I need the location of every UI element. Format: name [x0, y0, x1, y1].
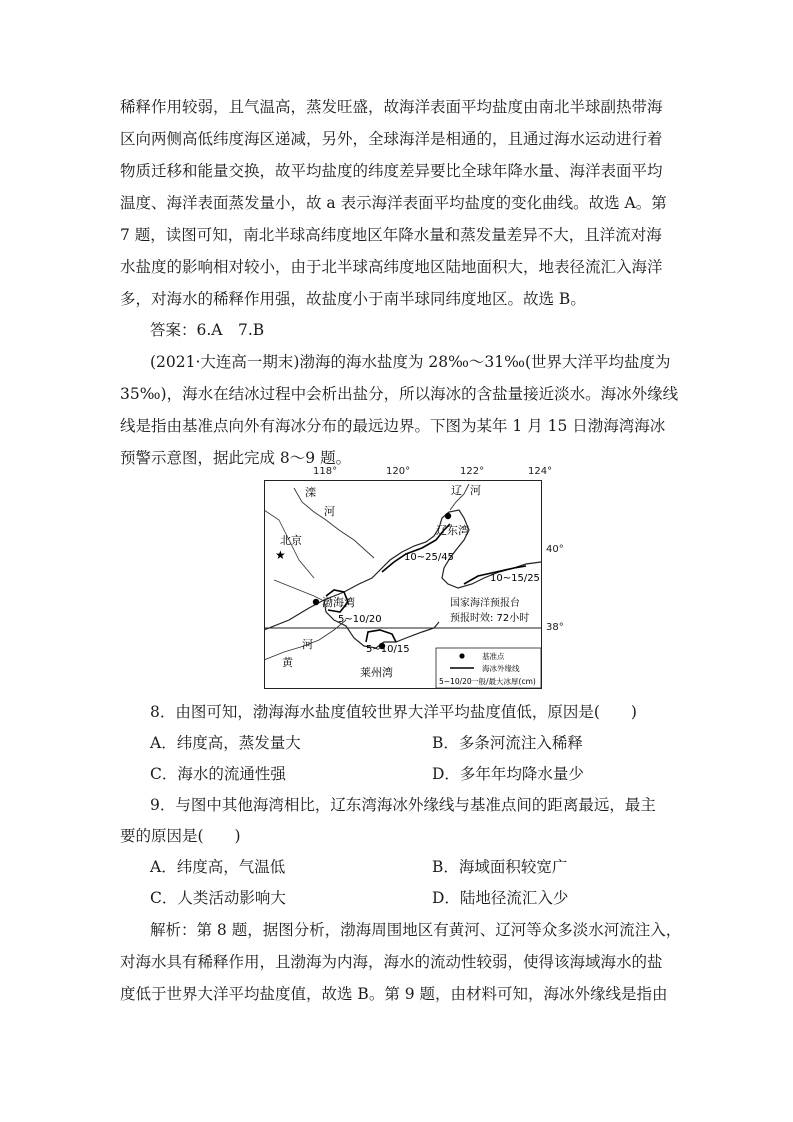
river-luan-he-label: 河 [324, 505, 335, 518]
q9-option-a: A．纬度高，气温低 [150, 858, 286, 876]
analysis-line-2: 对海水具有稀释作用，且渤海为内海，海水的流动性较弱，使得该海域海水的盐 [120, 953, 663, 971]
legend-line-label: 海冰外缘线 [482, 664, 520, 673]
legend-point-label: 基准点 [482, 652, 505, 661]
intro-line-4: 预警示意图，据此完成 8～9 题。 [120, 449, 352, 467]
q8-option-a: A．纬度高，蒸发量大 [150, 734, 301, 752]
analysis-line-1: 解析：第 8 题，据图分析，渤海周围地区有黄河、辽河等众多淡水河流注入， [150, 921, 682, 939]
analysis-prev-line-5: 7 题，读图可知，南北半球高纬度地区年降水量和蒸发量差异不大，且洋流对海 [120, 226, 662, 244]
lon-label-118: 118° [313, 466, 338, 477]
base-point-bohai [313, 599, 319, 605]
lat-label-40: 40° [546, 544, 564, 555]
river-liao-he-label: 河 [470, 484, 481, 497]
q8-option-b: B．多条河流注入稀释 [432, 734, 583, 752]
q9-option-c: C．人类活动影响大 [150, 889, 286, 907]
beijing-star-icon: ★ [275, 548, 286, 562]
analysis-line-3: 度低于世界大洋平均盐度值，故选 B。第 9 题，由材料可知，海冰外缘线是指由 [120, 985, 668, 1003]
ice-label-bohai: 5~10/20 [338, 614, 382, 625]
lat-label-38: 38° [546, 622, 564, 633]
answer-prev: 答案：6.A 7.B [150, 321, 265, 339]
bay-bohai-label: 渤海湾 [322, 596, 355, 609]
analysis-prev-line-7: 多，对海水的稀释作用强，故盐度小于南半球同纬度地区。故选 B。 [120, 290, 586, 308]
ice-label-liaodong: 10~25/45 [404, 552, 454, 563]
river-liao-label: 辽 [451, 484, 462, 497]
river-huang-he-label: 河 [302, 638, 313, 651]
place-beijing: 北京 [280, 534, 302, 547]
river-luan-label: 滦 [305, 486, 316, 499]
analysis-prev-line-2: 区向两侧高低纬度海区递减，另外，全球海洋是相通的，且通过海水运动进行着 [120, 130, 663, 148]
analysis-prev-line-1: 稀释作用较弱，且气温高，蒸发旺盛，故海洋表面平均盐度由南北半球副热带海 [120, 98, 663, 116]
intro-line-1: (2021·大连高一期末)渤海的海水盐度为 28‰～31‰(世界大洋平均盐度为 [150, 353, 671, 371]
q8-option-d: D．多年年均降水量少 [432, 765, 584, 783]
bay-laizhou-label: 莱州湾 [360, 666, 393, 679]
bay-liaodong-label: 辽东湾 [436, 524, 469, 537]
source-line-1: 国家海洋预报台 [450, 598, 520, 609]
lon-label-122: 122° [460, 466, 485, 477]
lon-label-124: 124° [528, 466, 553, 477]
source-line-2: 预报时效: 72小时 [450, 613, 530, 624]
analysis-prev-line-6: 水盐度的影响相对较小，由于北半球高纬度地区陆地面积大，地表径流汇入海洋 [120, 258, 663, 276]
river-huang-label: 黄 [282, 656, 293, 669]
ice-label-laizhou: 5~10/15 [366, 644, 410, 655]
analysis-prev-line-3: 物质迁移和能量交换，故平均盐度的纬度差异要比全球年降水量、海洋表面平均 [120, 162, 663, 180]
intro-line-2: 35‰)，海水在结冰过程中会析出盐分，所以海冰的含盐量接近淡水。海冰外缘线 [120, 385, 679, 403]
q9-option-b: B．海域面积较宽广 [432, 858, 568, 876]
legend-thickness-label: 一般/最大冰厚(cm) [471, 677, 536, 686]
ice-label-east: 10~15/25 [490, 573, 540, 584]
q9-stem-line-1: 9．与图中其他海湾相比，辽东湾海冰外缘线与基准点间的距离最远，最主 [150, 796, 656, 814]
q9-option-d: D．陆地径流汇入少 [432, 889, 569, 907]
base-point-liaodong [445, 513, 451, 519]
legend-point-icon [459, 653, 464, 658]
lon-label-120: 120° [386, 466, 411, 477]
q8-stem: 8．由图可知，渤海海水盐度值较世界大洋平均盐度值低，原因是( ) [150, 703, 637, 721]
bohai-ice-map [264, 480, 542, 689]
analysis-prev-line-4: 温度、海洋表面蒸发量小，故 a 表示海洋表面平均盐度的变化曲线。故选 A。第 [120, 194, 667, 212]
q9-stem-line-2: 要的原因是( ) [120, 827, 241, 845]
intro-line-3: 线是指由基准点向外有海冰分布的最远边界。下图为某年 1 月 15 日渤海湾海冰 [120, 417, 666, 435]
q8-option-c: C．海水的流通性强 [150, 765, 286, 783]
legend-thickness-code: 5~10/20 [439, 677, 472, 686]
